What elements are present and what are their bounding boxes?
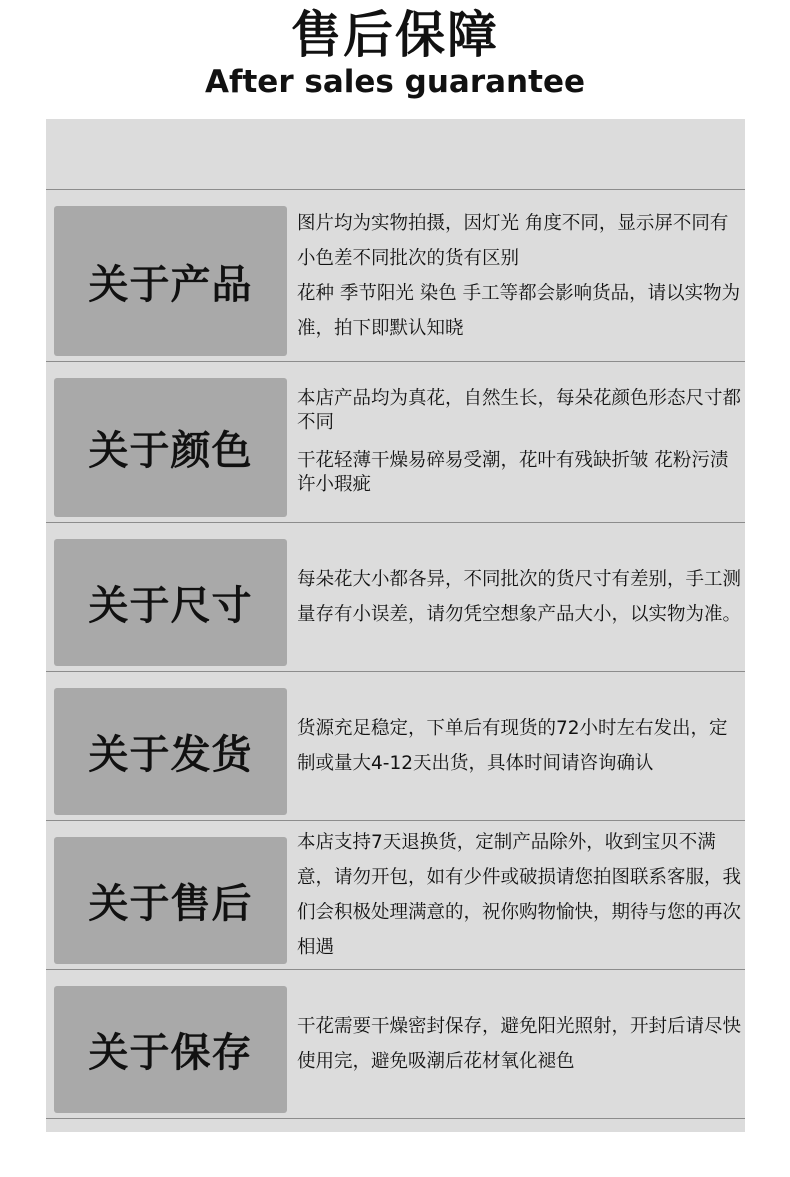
- section-label: 关于发货: [54, 688, 287, 815]
- section-text: [297, 523, 743, 671]
- section-label: 关于产品: [54, 206, 287, 356]
- page-title: 售后保障: [291, 6, 499, 64]
- section-paragraph: 货源充足稳定，下单后有现货的72小时左右发出，定制或量大4-12天出货，具体时间请咨询确认: [297, 718, 728, 774]
- section-shipping: [46, 672, 745, 821]
- page-subtitle: After sales guarantee: [205, 64, 585, 100]
- section-label: 关于保存: [54, 986, 287, 1113]
- section-label: 关于尺寸: [54, 539, 287, 666]
- section-color: [46, 362, 745, 523]
- section-text: [297, 821, 743, 969]
- section-storage: [46, 970, 745, 1119]
- guarantee-panel: [46, 119, 745, 1132]
- section-product: [46, 190, 745, 362]
- section-text: [297, 672, 743, 820]
- section-paragraph: 本店产品均为真花，自然生长，每朵花颜色形态尺寸都不同: [297, 388, 742, 433]
- section-text: [297, 190, 743, 361]
- section-paragraph: 花种 季节阳光 染色 手工等都会影响货品，请以实物为准，拍下即默认知晓: [297, 282, 741, 339]
- section-text: [297, 362, 743, 522]
- section-size: [46, 523, 745, 672]
- section-label: 关于售后: [54, 837, 287, 964]
- section-text: [297, 970, 743, 1118]
- section-paragraph: 干花需要干燥密封保存，避免阳光照射，开封后请尽快使用完，避免吸潮后花材氧化褪色: [297, 1016, 742, 1072]
- section-paragraph: 图片均为实物拍摄，因灯光 角度不同，显示屏不同有小色差不同批次的货有区别: [297, 212, 729, 269]
- section-paragraph: 每朵花大小都各异，不同批次的货尺寸有差别，手工测量存有小误差，请勿凭空想象产品大小，以实物为准。: [297, 569, 742, 625]
- section-label: 关于颜色: [54, 378, 287, 517]
- section-paragraph: 干花轻薄干燥易碎易受潮，花叶有残缺折皱 花粉污渍许小瑕疵: [297, 450, 729, 495]
- section-paragraph: 本店支持7天退换货，定制产品除外，收到宝贝不满意，请勿开包，如有少件或破损请您拍图联系客服，我们会积极处理满意的，祝你购物愉快，期待与您的再次相遇: [297, 832, 742, 958]
- panel-header-blank: [46, 119, 745, 190]
- section-after-sales: [46, 821, 745, 970]
